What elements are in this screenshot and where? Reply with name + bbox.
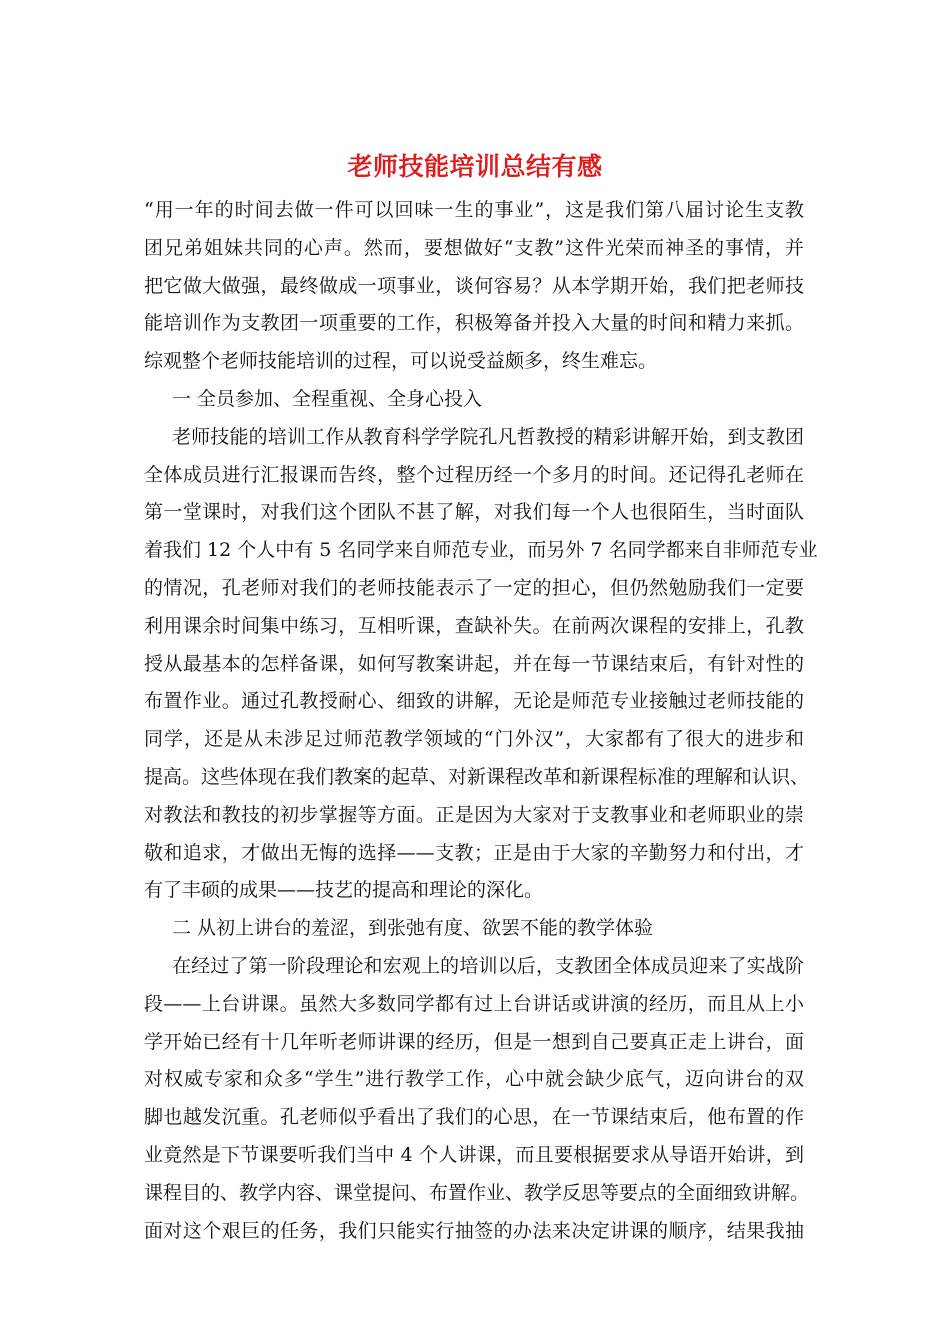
text-line: 在经过了第一阶段理论和宏观上的培训以后，支教团全体成员迎来了实战阶 (172, 954, 804, 977)
text-line: 提高。这些体现在我们教案的起草、对新课程改革和新课程标准的理解和认识、 (144, 765, 810, 788)
text-line: 第一堂课时，对我们这个团队不甚了解，对我们每一个人也很陌生，当时面队 (144, 501, 804, 524)
text-line: 面对这个艰巨的任务，我们只能实行抽签的办法来决定讲课的顺序，结果我抽 (144, 1219, 804, 1242)
text-line: 对教法和教技的初步掌握等方面。正是因为大家对于支教事业和老师职业的崇 (144, 803, 804, 826)
text-line: 把它做大做强，最终做成一项事业，谈何容易？从本学期开始，我们把老师技 (144, 274, 804, 297)
text-line: 授从最基本的怎样备课，如何写教案讲起，并在每一节课结束后，有针对性的 (144, 652, 804, 675)
text-line: 学开始已经有十几年听老师讲课的经历，但是一想到自己要真正走上讲台，面 (144, 1030, 804, 1053)
text-line: 有了丰硕的成果——技艺的提高和理论的深化。 (144, 879, 544, 902)
text-line: 段——上台讲课。虽然大多数同学都有过上台讲话或讲演的经历，而且从上小 (144, 992, 804, 1015)
text-line: 课程目的、教学内容、课堂提问、布置作业、教学反思等要点的全面细致讲解。 (144, 1181, 810, 1204)
text-line: 布置作业。通过孔教授耐心、细致的讲解，无论是师范专业接触过老师技能的 (144, 690, 804, 713)
text-line: 能培训作为支教团一项重要的工作，积极筹备并投入大量的时间和精力来抓。 (144, 312, 804, 335)
text-line: 一 全员参加、全程重视、全身心投入 (172, 387, 483, 410)
document-body (144, 192, 818, 1250)
text-line: 脚也越发沉重。孔老师似乎看出了我们的心思，在一节课结束后，他布置的作 (144, 1106, 804, 1129)
text-line: 的情况，孔老师对我们的老师技能表示了一定的担心，但仍然勉励我们一定要 (144, 576, 804, 599)
text-line: 利用课余时间集中练习，互相听课，查缺补失。在前两次课程的安排上，孔教 (144, 614, 804, 637)
text-line: 对权威专家和众多“学生”进行教学工作，心中就会缺少底气，迈向讲台的双 (144, 1068, 804, 1091)
document-title: 老师技能培训总结有感 (347, 152, 603, 181)
text-line: 老师技能的培训工作从教育科学学院孔凡哲教授的精彩讲解开始，到支教团 (172, 425, 804, 448)
text-line: 团兄弟姐妹共同的心声。然而，要想做好“支教”这件光荣而神圣的事情，并 (144, 236, 804, 259)
text-line: 综观整个老师技能培训的过程，可以说受益颇多，终生难忘。 (144, 350, 658, 373)
text-line: 二 从初上讲台的羞涩，到张弛有度、欲罢不能的教学体验 (172, 917, 654, 940)
text-line: 同学，还是从未涉足过师范教学领域的“门外汉”，大家都有了很大的进步和 (144, 728, 804, 751)
text-line: 业竟然是下节课要听我们当中 4 个人讲课，而且要根据要求从导语开始讲，到 (144, 1143, 804, 1166)
text-line: “用一年的时间去做一件可以回味一生的事业”，这是我们第八届讨论生支教 (144, 199, 804, 221)
text-line: 着我们 12 个人中有 5 名同学来自师范专业，而另外 7 名同学都来自非师范专业 (144, 539, 818, 562)
text-line: 全体成员进行汇报课而告终，整个过程历经一个多月的时间。还记得孔老师在 (144, 463, 804, 486)
text-line: 敬和追求，才做出无悔的选择——支教；正是由于大家的辛勤努力和付出，才 (144, 841, 804, 864)
